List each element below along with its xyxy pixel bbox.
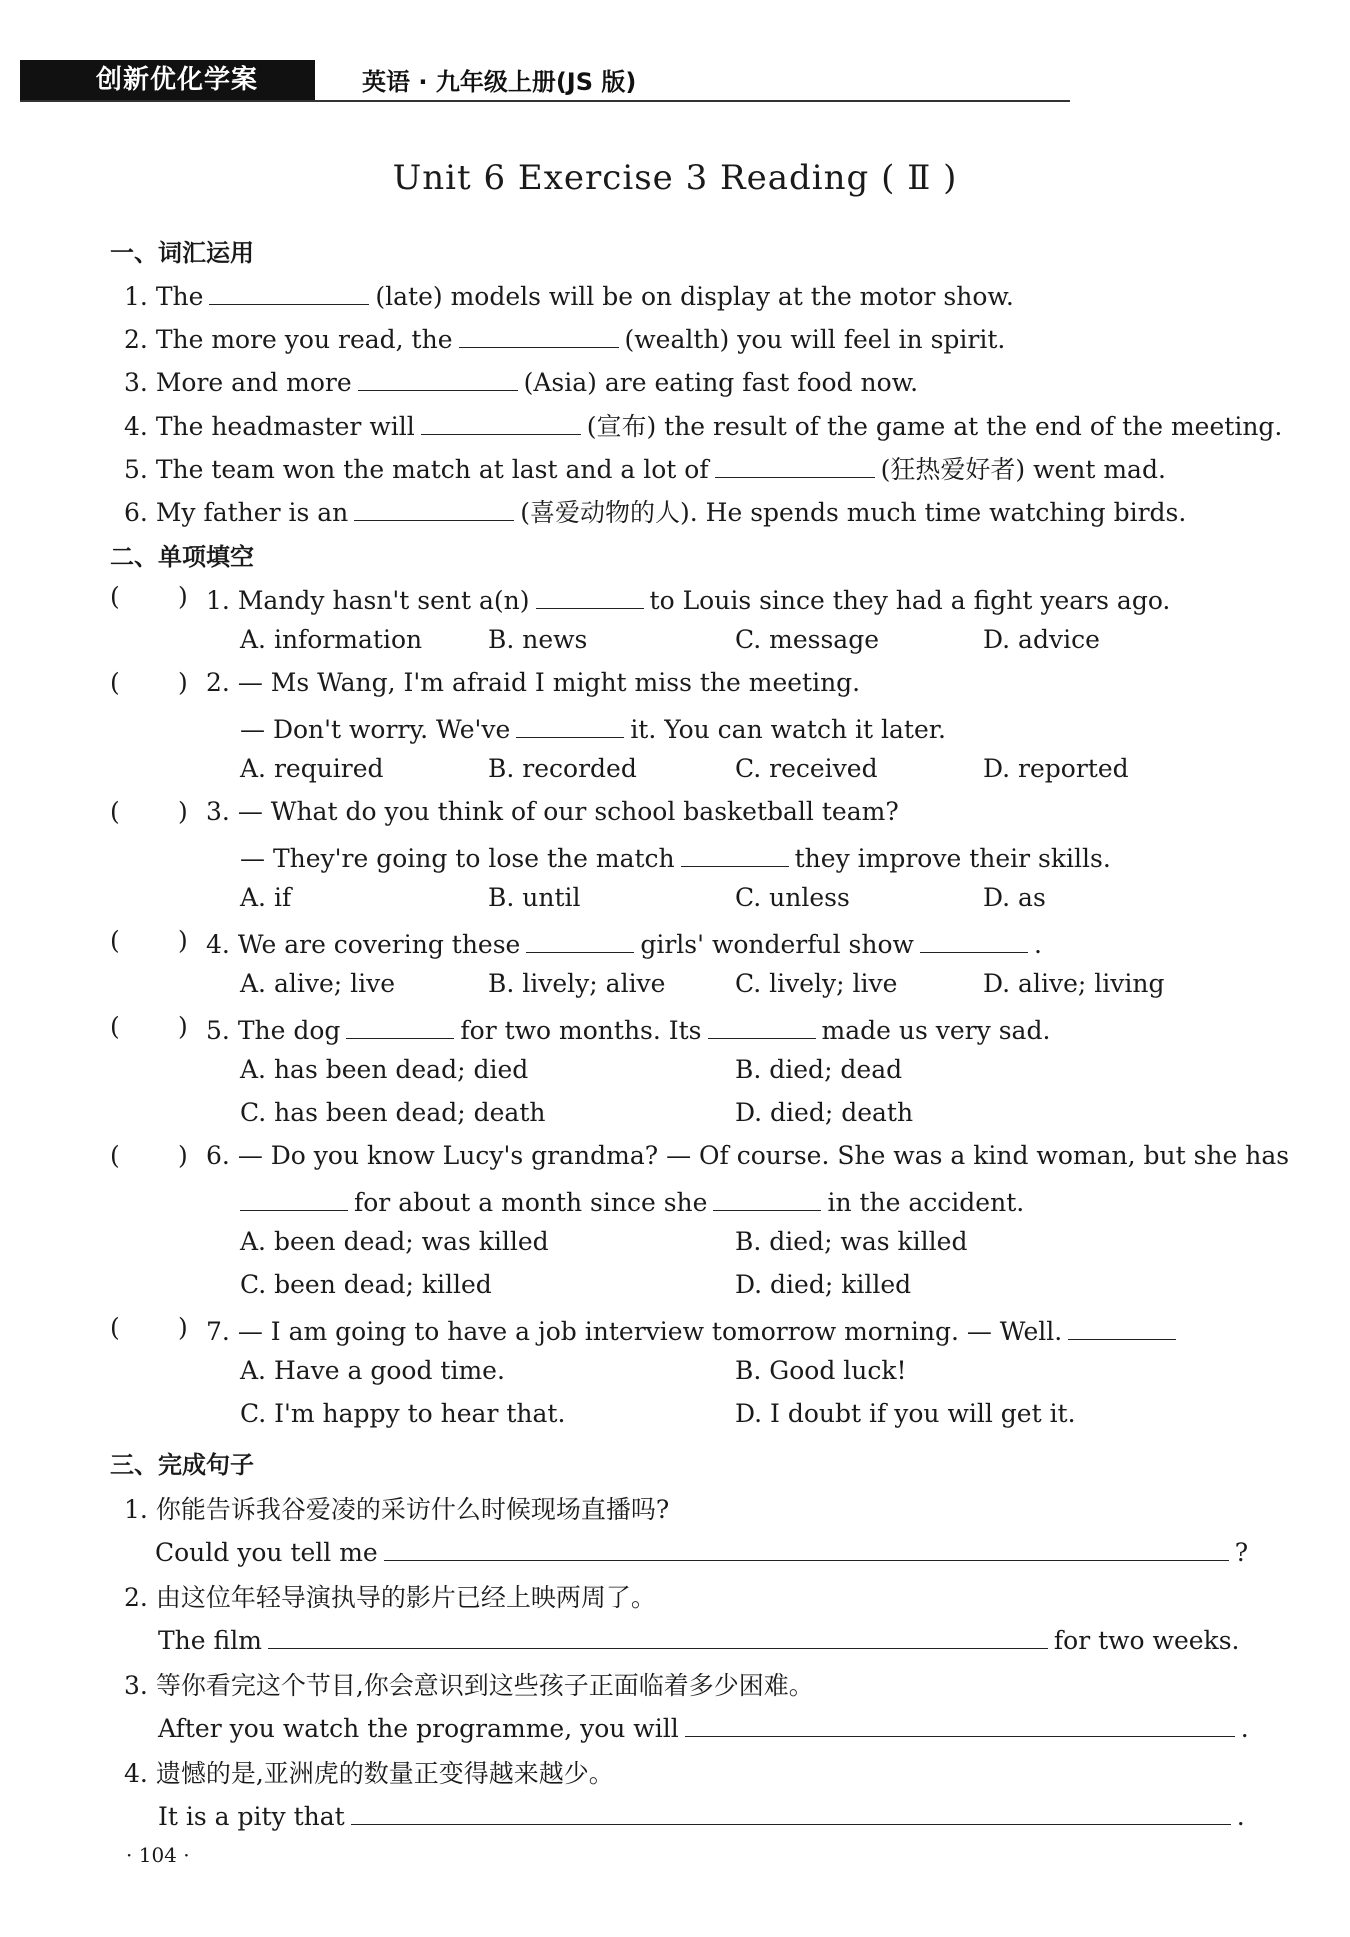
answer-blank[interactable] <box>526 926 634 953</box>
answer-blank[interactable] <box>421 408 581 435</box>
vocab-item: 2. The more you read, the (wealth) you will feel in spirit. <box>124 321 1005 354</box>
option[interactable]: C. message <box>735 625 879 654</box>
option[interactable]: B. news <box>488 625 588 654</box>
answer-line[interactable] <box>351 1798 1231 1825</box>
question-6: 6. — Do you know Lucy's grandma? — Of course. She was a kind woman, but she has <box>206 1141 1290 1170</box>
option[interactable]: D. as <box>983 883 1046 912</box>
answer-blank[interactable] <box>209 278 369 305</box>
answer-blank[interactable] <box>240 1184 348 1211</box>
option[interactable]: B. died; dead <box>735 1055 903 1084</box>
answer-paren-open: ( <box>110 797 120 826</box>
answer-blank[interactable] <box>1068 1313 1176 1340</box>
option[interactable]: C. I'm happy to hear that. <box>240 1399 566 1428</box>
answer-line[interactable] <box>384 1534 1229 1561</box>
answer-paren-open: ( <box>110 1141 120 1170</box>
option[interactable]: D. advice <box>983 625 1100 654</box>
answer-blank[interactable] <box>346 1012 454 1039</box>
answer-line[interactable] <box>685 1710 1235 1737</box>
option[interactable]: A. has been dead; died <box>240 1055 529 1084</box>
option[interactable]: C. unless <box>735 883 850 912</box>
section-heading-vocabulary: 一、词汇运用 <box>110 239 254 267</box>
option[interactable]: A. been dead; was killed <box>240 1227 549 1256</box>
sentence-1-chinese: 1. 你能告诉我谷爱凌的采访什么时候现场直播吗? <box>124 1495 670 1524</box>
answer-blank[interactable] <box>681 840 789 867</box>
answer-paren-open: ( <box>110 1012 120 1041</box>
sentence-1-english: Could you tell me ? <box>155 1534 1248 1567</box>
question-1: 1. Mandy hasn't sent a(n) to Louis since they had a fight years ago. <box>206 582 1170 615</box>
question-7: 7. — I am going to have a job interview tomorrow morning. — Well. <box>206 1313 1182 1346</box>
question-3-line-2: — They're going to lose the match they improve their skills. <box>240 840 1111 873</box>
option[interactable]: D. died; killed <box>735 1270 912 1299</box>
option[interactable]: B. died; was killed <box>735 1227 968 1256</box>
option[interactable]: D. alive; living <box>983 969 1165 998</box>
sentence-2-chinese: 2. 由这位年轻导演执导的影片已经上映两周了。 <box>124 1583 656 1612</box>
sentence-2-english: The film for two weeks. <box>158 1622 1239 1655</box>
question-3: 3. — What do you think of our school basketball team? <box>206 797 899 826</box>
book-subtitle: 英语 · 九年级上册(JS 版) <box>362 68 637 96</box>
answer-paren-close: ) <box>178 1141 188 1170</box>
header-divider <box>20 100 1070 102</box>
sentence-4-english: It is a pity that . <box>158 1798 1245 1831</box>
option[interactable]: D. reported <box>983 754 1129 783</box>
option[interactable]: B. Good luck! <box>735 1356 907 1385</box>
vocab-item: 6. My father is an (喜爱动物的人). He spends much time watching birds. <box>124 493 1186 529</box>
option[interactable]: C. been dead; killed <box>240 1270 492 1299</box>
vocab-item: 3. More and more (Asia) are eating fast food now. <box>124 364 918 397</box>
answer-paren-open: ( <box>110 582 120 611</box>
answer-paren-close: ) <box>178 668 188 697</box>
sentence-3-english: After you watch the programme, you will . <box>158 1710 1249 1743</box>
answer-paren-close: ) <box>178 1012 188 1041</box>
option[interactable]: D. died; death <box>735 1098 914 1127</box>
vocab-item: 5. The team won the match at last and a lot of (狂热爱好者) went mad. <box>124 450 1166 486</box>
answer-paren-open: ( <box>110 926 120 955</box>
answer-paren-open: ( <box>110 668 120 697</box>
page-number: · 104 · <box>126 1843 190 1867</box>
answer-blank[interactable] <box>354 494 514 521</box>
option[interactable]: C. lively; live <box>735 969 898 998</box>
answer-paren-close: ) <box>178 582 188 611</box>
section-heading-multiple-choice: 二、单项填空 <box>110 543 254 571</box>
option[interactable]: C. has been dead; death <box>240 1098 546 1127</box>
answer-blank[interactable] <box>715 451 875 478</box>
option[interactable]: A. if <box>240 883 292 912</box>
sentence-3-chinese: 3. 等你看完这个节目,你会意识到这些孩子正面临着多少困难。 <box>124 1671 814 1700</box>
sentence-4-chinese: 4. 遗憾的是,亚洲虎的数量正变得越来越少。 <box>124 1759 614 1788</box>
option[interactable]: A. alive; live <box>240 969 396 998</box>
answer-blank[interactable] <box>516 711 624 738</box>
question-5: 5. The dog for two months. Its made us very sad. <box>206 1012 1050 1045</box>
question-4: 4. We are covering these girls' wonderful show . <box>206 926 1042 959</box>
option[interactable]: A. information <box>240 625 423 654</box>
option[interactable]: D. I doubt if you will get it. <box>735 1399 1076 1428</box>
answer-line[interactable] <box>268 1622 1048 1649</box>
question-6-line-2: for about a month since she in the accident. <box>240 1184 1024 1217</box>
brand-name: 创新优化学案 <box>96 65 259 95</box>
question-2: 2. — Ms Wang, I'm afraid I might miss the meeting. <box>206 668 861 697</box>
question-2-line-2: — Don't worry. We've it. You can watch it later. <box>240 711 946 744</box>
answer-paren-close: ) <box>178 1313 188 1342</box>
section-heading-complete-sentences: 三、完成句子 <box>110 1451 254 1479</box>
answer-blank[interactable] <box>920 926 1028 953</box>
answer-paren-close: ) <box>178 797 188 826</box>
answer-blank[interactable] <box>536 582 644 609</box>
answer-paren-close: ) <box>178 926 188 955</box>
option[interactable]: A. Have a good time. <box>240 1356 505 1385</box>
page-title: Unit 6 Exercise 3 Reading ( Ⅱ ) <box>392 158 958 198</box>
option[interactable]: C. received <box>735 754 878 783</box>
answer-blank[interactable] <box>708 1012 816 1039</box>
option[interactable]: B. recorded <box>488 754 637 783</box>
answer-paren-open: ( <box>110 1313 120 1342</box>
vocab-item: 4. The headmaster will (宣布) the result of the game at the end of the meeting. <box>124 407 1282 443</box>
answer-blank[interactable] <box>459 321 619 348</box>
answer-blank[interactable] <box>713 1184 821 1211</box>
option[interactable]: B. until <box>488 883 581 912</box>
option[interactable]: A. required <box>240 754 384 783</box>
answer-blank[interactable] <box>358 364 518 391</box>
option[interactable]: B. lively; alive <box>488 969 666 998</box>
vocab-item: 1. The (late) models will be on display at the motor show. <box>124 278 1014 311</box>
brand-banner <box>20 60 315 100</box>
